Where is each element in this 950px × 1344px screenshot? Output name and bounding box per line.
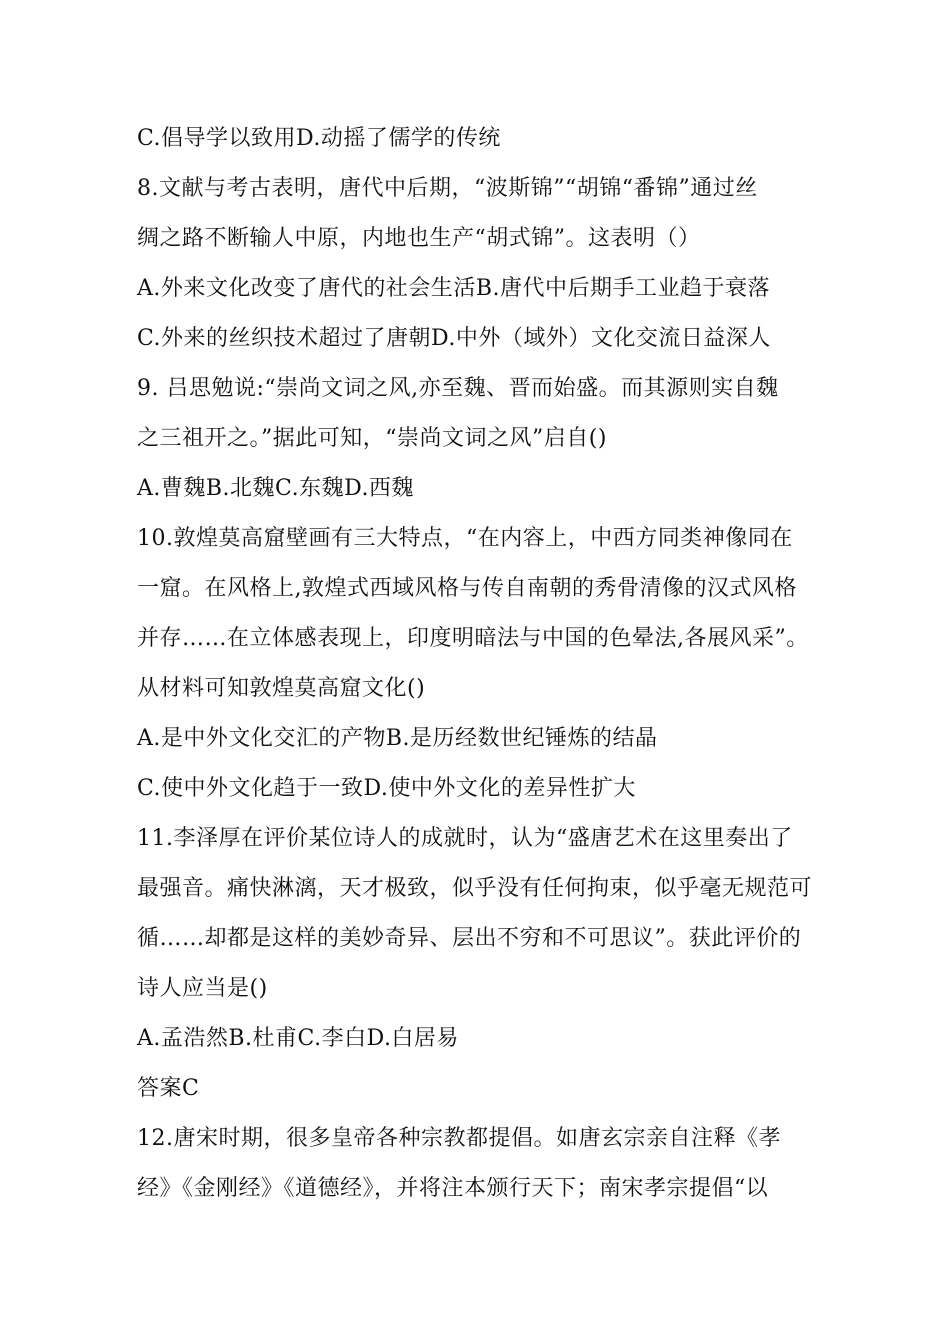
question-8-line-2: 绸之路不断输人中原，内地也生产“胡式锦”。这表明（） <box>137 226 701 251</box>
question-9-line-1: 9. 吕思勉说:“崇尚文词之风,亦至魏、晋而始盛。而其源则实自魏 <box>137 376 779 401</box>
question-11-line-3: 循……却都是这样的美妙奇异、层出不穷和不可思议”。获此评价的 <box>137 926 802 951</box>
question-10-line-2: 一窟。在风格上,敦煌式西域风格与传自南朝的秀骨清像的汉式风格 <box>137 576 797 601</box>
question-9-line-2: 之三祖开之。”据此可知，“崇尚文词之风”启自() <box>137 426 607 451</box>
question-12-line-1: 12.唐宋时期，很多皇帝各种宗教都提倡。如唐玄宗亲自注释《孝 <box>137 1126 781 1151</box>
question-10-line-4: 从材料可知敦煌莫高窟文化() <box>137 676 426 701</box>
option-line-q8-cd: C.外来的丝织技术超过了唐朝D.中外（域外）文化交流日益深人 <box>137 326 771 351</box>
question-10-line-1: 10.敦煌莫高窟壁画有三大特点，“在内容上，中西方同类神像同在 <box>137 526 793 551</box>
option-line-q10-cd: C.使中外文化趋于一致D.使中外文化的差异性扩大 <box>137 776 636 801</box>
option-line-q10-ab: A.是中外文化交汇的产物B.是历经数世纪锤炼的结晶 <box>137 726 658 751</box>
question-11-line-2: 最强音。痛快淋漓，天才极致，似乎没有任何拘束，似乎毫无规范可 <box>137 876 813 901</box>
question-12-line-2: 经》《金刚经》《道德经》，并将注本颁行天下；南宋孝宗提倡“以 <box>137 1176 769 1201</box>
option-line-q11: A.孟浩然B.杜甫C.李白D.白居易 <box>137 1026 459 1051</box>
option-line-q9: A.曹魏B.北魏C.东魏D.西魏 <box>137 476 414 501</box>
question-8-line-1: 8.文献与考古表明，唐代中后期，“波斯锦”“胡锦“番锦”通过丝 <box>137 176 758 201</box>
question-11-line-1: 11.李泽厚在评价某位诗人的成就时，认为“盛唐艺术在这里奏出了 <box>137 826 793 851</box>
question-10-line-3: 并存……在立体感表现上，印度明暗法与中国的色晕法,各展风采”。 <box>137 626 809 651</box>
question-11-line-4: 诗人应当是() <box>137 976 268 1001</box>
option-line-q7-cd: C.倡导学以致用D.动摇了儒学的传统 <box>137 126 501 151</box>
option-line-q8-ab: A.外来文化改变了唐代的社会生活B.唐代中后期手工业趋于衰落 <box>137 276 771 301</box>
answer-line-q11: 答案C <box>137 1076 200 1101</box>
